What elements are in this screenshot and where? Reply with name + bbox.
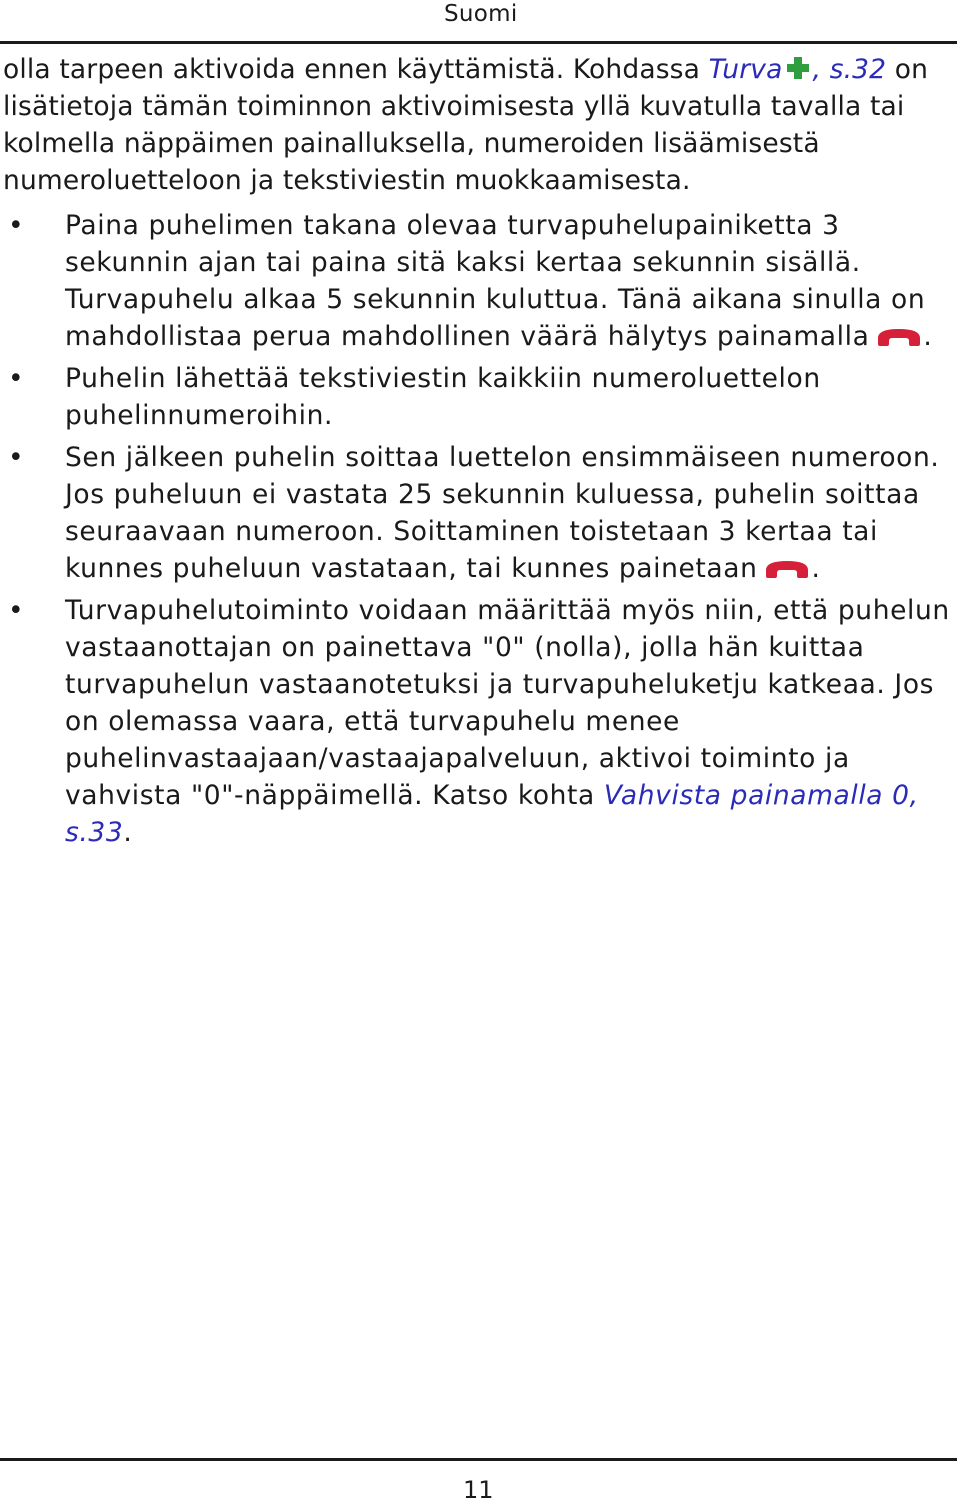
bullet-marker: •	[8, 442, 25, 473]
bullet-marker: •	[8, 595, 25, 626]
list-item	[0, 360, 960, 434]
page-number: 11	[463, 1476, 494, 1504]
vahvista-link[interactable]: Vahvista painamalla 0, s.33	[65, 780, 919, 848]
list-item-text: Puhelin lähettää tekstiviestin kaikkiin numeroluettelon puhelinnumeroihin.	[65, 363, 821, 431]
footer-divider	[0, 1458, 957, 1461]
intro-paragraph	[0, 51, 960, 199]
list-item-text: Sen jälkeen puhelin soittaa luettelon ensimmäiseen numeroon. Jos puheluun ei vastata 25 sekunnin kuluessa, puhelin soittaa seuraavaan numeroon. Soittaminen toistetaan 3 kertaa tai kunnes puheluun vastataan, tai kunnes painetaan	[65, 442, 940, 584]
list-item-text-end: .	[123, 817, 133, 848]
page-body	[0, 51, 960, 856]
list-item-text-end: .	[923, 321, 933, 352]
turva-link-text: Turva	[708, 54, 783, 85]
intro-text-after: on lisätietoja tämän toiminnon aktivoimisesta yllä kuvatulla tavalla tai kolmella näppäimen painalluksella, numeroiden lisäämisestä numeroluetteloon ja tekstiviestin muokkaamisesta.	[3, 54, 929, 196]
turva-link[interactable]	[709, 54, 887, 85]
list-item	[0, 592, 960, 851]
bullet-marker: •	[8, 363, 25, 394]
end-call-icon	[763, 557, 811, 579]
bullet-marker: •	[8, 210, 25, 241]
end-call-icon	[875, 325, 923, 347]
plus-icon	[785, 55, 811, 81]
list-item	[0, 207, 960, 355]
page-header-language: Suomi	[444, 1, 518, 27]
intro-text-before: olla tarpeen aktivoida ennen käyttämistä. Kohdassa	[3, 54, 709, 85]
list-item-text-end: .	[811, 553, 821, 584]
header-divider	[0, 41, 957, 44]
turva-link-suffix: , s.32	[812, 54, 887, 85]
list-item-text: Paina puhelimen takana olevaa turvapuhelupainiketta 3 sekunnin ajan tai paina sitä kaksi kertaa sekunnin sisällä. Turvapuhelu alkaa 5 sekunnin kuluttua. Tänä aikana sinulla on mahdollistaa perua mahdollinen väärä hälytys painamalla	[65, 210, 926, 352]
list-item-text: Turvapuhelutoiminto voidaan määrittää myös niin, että puhelun vastaanottajan on painettava "0" (nolla), jolla hän kuittaa turvapuhelun vastaanotetuksi ja turvapuheluketju katkeaa. Jos on olemassa vaara, että turvapuhelu menee puhelinvastaajaan/vastaajapalveluun, aktivoi toiminto ja vahvista "0"-näppäimellä. Katso kohta	[65, 595, 950, 811]
instruction-list	[0, 207, 960, 851]
list-item	[0, 439, 960, 587]
